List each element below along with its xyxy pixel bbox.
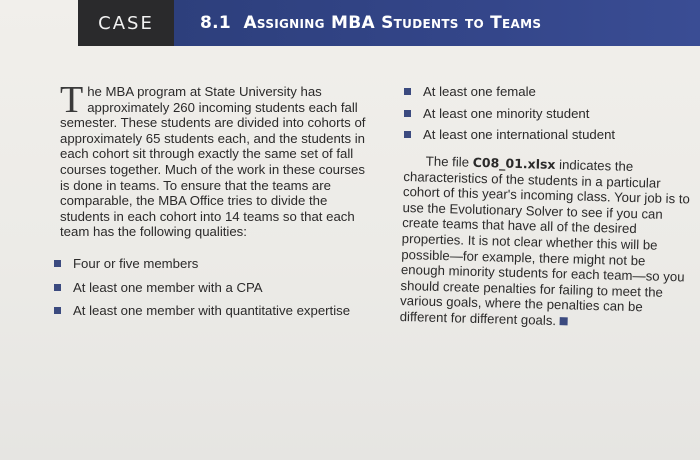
bullet-square-icon [54,307,61,314]
bullet-square-icon [404,110,411,117]
task-text-rest: indicates the characteristics of the students in a particular cohort of this year's incoming class. Your job is to use the Evolutionary Solver to see if you can create teams that have all of the desired properties. It is not clear whether this will be possible—for example, there might not be enough minority students for each team—so you should create penalties for failing to meet the various goals, where the penalties can be different for different goals. [399,156,691,328]
list-item [54,256,378,272]
bullet-square-icon [404,131,411,138]
case-number: 8.1 [200,13,232,33]
list-item-text: At least one minority student [423,105,590,121]
bullet-square-icon [404,88,411,95]
right-column [399,84,694,328]
case-title [174,0,700,46]
list-item [404,106,694,122]
case-title-text: Assigning MBA Students to Teams [243,13,542,33]
task-text-start: The file [425,153,473,170]
drop-cap: T [60,79,84,121]
intro-paragraph [60,79,378,240]
list-item [404,84,694,100]
file-name: C08_01.xlsx [472,154,556,172]
list-item-text: At least one female [423,84,536,99]
intro-text: he MBA program at State University has approximately 260 incoming students each fall semester. These students are divided into cohorts of approximately 65 students each, and the students in each cohort sit through exactly the same set of fall courses together. Much of the work in these courses is done in teams. To ensure that the teams are comparable, the MBA Office tries to divide the students in each cohort into 14 teams so that each team has the following qualities: [60,84,366,240]
list-item [404,127,694,143]
left-column [60,79,378,327]
case-header [78,0,700,46]
list-item-text: At least one international student [423,127,616,143]
list-item [54,303,378,319]
list-item [54,280,378,296]
bullet-square-icon [54,260,61,267]
qualities-list-right [404,84,694,143]
list-item-text: At least one member with a CPA [73,279,263,295]
list-item-text: At least one member with quantitative expertise [73,303,351,319]
case-label: CASE [78,0,174,46]
list-item-text: Four or five members [73,255,199,271]
bullet-square-icon [54,284,61,291]
task-paragraph [400,153,694,332]
end-square-icon [560,317,568,325]
qualities-list-left [54,256,378,319]
